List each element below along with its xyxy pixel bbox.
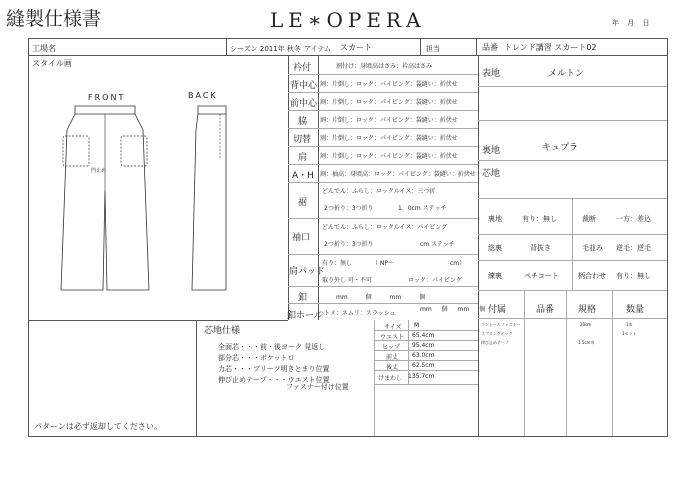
item-value: スカート (340, 43, 372, 52)
size-value-hem-width: 135.7cm (408, 373, 435, 380)
option-full-lining-label: 総裏 (488, 244, 502, 252)
size-value-front-length: 63.0cm (412, 352, 435, 359)
spec-label-buttonhole: 釦ホール (287, 311, 323, 321)
spec-left-border (288, 55, 289, 320)
acc-col-item: 付属 (488, 305, 507, 315)
acc-col-qty: 数量 (626, 305, 645, 315)
style-label: スタイル画 (32, 59, 72, 68)
interfacing-line-3: 力芯・・・プリーツ明きとまり位置 (218, 365, 330, 373)
spec-text-armhole: 割：袖高：身頃高：ロック：パイピング：袋縫い：折伏せ (320, 171, 476, 178)
frame-top (28, 38, 668, 39)
size-value-waist: 65.4cm (412, 332, 435, 339)
spec-text-center-front: 割：片倒し：ロック：パイピング：袋縫い：折伏せ (320, 99, 458, 106)
spec-label-center-back: 背中心 (290, 81, 318, 91)
spec-label-collar: 衿付 (293, 63, 312, 73)
brand-logo: LE∗OPERA (270, 8, 426, 32)
buttonhole-text: ハトメ：ネムリ：スラッシュ (318, 310, 396, 317)
frame-bottom (28, 436, 668, 437)
spec-label-border (318, 55, 319, 320)
pad-line1a: 有り：無し (322, 260, 353, 267)
spec-right-border (478, 55, 479, 436)
acc-row-item: 伸び止めテープ (481, 340, 509, 345)
size-label-hip: ヒップ (382, 344, 400, 351)
frame-left (28, 38, 29, 436)
outer-fabric-label: 表地 (482, 69, 501, 79)
size-label-front-length: 前丈 (386, 354, 399, 361)
factory-label: 工場名 (32, 44, 56, 53)
interfacing-label: 芯地仕様 (204, 326, 241, 336)
acc-col-no: 品番 (536, 305, 555, 315)
spec-text-side: 割：片倒し：ロック：パイピング：袋縫い：折伏せ (320, 117, 458, 124)
interfacing-line-5: ファスナー付け位置 (286, 383, 349, 391)
cuff-line2b: cm ステッチ (420, 241, 455, 248)
size-label-hem-width: けまわし (378, 375, 403, 382)
option-lining-value: 有り：無し (522, 215, 557, 223)
acc-row-item: スプリングホック (481, 331, 513, 336)
size-label-waist: ウエスト (380, 334, 405, 341)
spec-label-armhole: A・H (292, 171, 314, 181)
interfacing-line-4: 伸び止めテープ・・・ウエスト位置 (218, 376, 330, 384)
option-cutting-label: 裁断 (582, 215, 596, 223)
option-pattern-match-value: 有り：無し (616, 272, 651, 280)
size-label-size: サイズ (384, 324, 402, 331)
acc-row-item: コンシールファスナー (481, 322, 521, 327)
cuff-line1: どんでん：ふらし：ロックルイス：パイピング (322, 224, 448, 231)
spec-label-shoulder-pad: 肩パッド (289, 267, 326, 277)
hem-line1: どんでん：ふらし：ロックルイス：三つ折 (322, 188, 436, 195)
interfacing-line-2: 部分芯・・・ポケットロ (218, 354, 295, 362)
skirt-back-drawing (186, 100, 236, 300)
hem-line2a: 2つ折り：3つ折り (324, 205, 374, 212)
pad-line2a: 取り外し 可・不可 (322, 277, 372, 284)
front-label: FRONT (88, 93, 126, 102)
option-lining2-label: 練裏 (488, 272, 502, 280)
acc-row-size: 1.5cm巾 (578, 340, 595, 345)
size-value-back-length: 62.5cm (412, 362, 435, 369)
interfacing-left (196, 320, 197, 436)
spec-label-shoulder: 肩 (298, 153, 308, 163)
acc-row-size: 20cm (580, 322, 592, 327)
spec-text-center-back: 割：片倒し：ロック：パイピング：袋縫い：折伏せ (320, 81, 458, 88)
frame-right (667, 38, 668, 436)
spec-label-side: 脇 (298, 117, 308, 127)
staff-label: 担当 (426, 45, 440, 53)
part-no-label: 品番 (482, 43, 498, 52)
spec-label-center-front: 前中心 (290, 99, 318, 109)
interlining-label: 芯地 (482, 169, 501, 179)
option-cutting-value: 一方：差込 (616, 215, 651, 223)
spec-label-button: 釦 (298, 293, 308, 303)
form-title: 縫製仕様書 (6, 8, 102, 30)
lining-fabric-value: キュプラ (542, 143, 579, 153)
info-divider-3 (476, 38, 477, 55)
size-value-hip: 95.4cm (412, 342, 435, 349)
option-pattern-match-label: 柄合わせ (578, 272, 606, 280)
buttonhole-text2: mm 個 mm 個 (420, 306, 486, 313)
date-field: 年 月 日 (612, 19, 650, 27)
pad-line2b: ロック：パイピング (408, 277, 462, 284)
spec-text-shoulder: 割：片倒し：ロック：パイピング：袋縫い：折伏せ (320, 153, 458, 160)
interfacing-line-1: 全面芯・・・前・後ヨーク 見返し (218, 343, 326, 351)
frame-row2 (28, 55, 668, 56)
hem-line2b: 1．0cm ステッチ (398, 205, 447, 212)
spec-text-collar: 割付け：身頃高はさみ：衿高はさみ (336, 63, 433, 70)
info-divider-2 (420, 38, 421, 55)
footer-note: パターンは必ず返却してください。 (34, 422, 162, 431)
option-nap-label: 毛並み (582, 244, 603, 252)
outer-fabric-value: メルトン (548, 69, 585, 79)
spec-label-panel: 切替 (293, 135, 312, 145)
acc-row-qty: 1セット (622, 331, 637, 336)
spec-text-panel: 割：片倒し：ロック：パイピング：袋縫い：折伏せ (320, 135, 458, 142)
size-label-back-length: 後丈 (386, 364, 399, 371)
option-lining2-value: ペチコート (524, 272, 559, 280)
pad-line1c: cm） (450, 260, 466, 267)
option-lining-label: 裏地 (488, 215, 502, 223)
lining-fabric-label: 裏地 (482, 146, 501, 156)
acc-row-qty: 1本 (626, 322, 633, 327)
spec-label-cuff: 袖口 (292, 233, 311, 243)
cuff-line2a: 2つ折り：3つ折り (324, 241, 374, 248)
size-value-size: M (414, 322, 420, 329)
pad-line1b: （ NP～ (372, 260, 395, 267)
option-nap-value: 逆毛：逆毛 (616, 244, 651, 252)
skirt-front-drawing (55, 100, 155, 300)
season-field: シーズン 2011年 秋冬 (230, 45, 301, 53)
info-divider-1 (226, 38, 227, 55)
part-no-value: トレンド講習 スカート02 (504, 43, 597, 52)
spec-label-hem: 裾 (298, 198, 308, 208)
button-text: mm 個 mm 個 (336, 294, 426, 301)
option-full-lining-value: 背抜き (530, 244, 551, 252)
item-label: アイテム (304, 45, 332, 53)
bartack-note: 閂止め (91, 168, 107, 174)
back-label: BACK (188, 91, 218, 100)
style-bottom (28, 320, 288, 321)
acc-col-size: 規格 (578, 305, 597, 315)
